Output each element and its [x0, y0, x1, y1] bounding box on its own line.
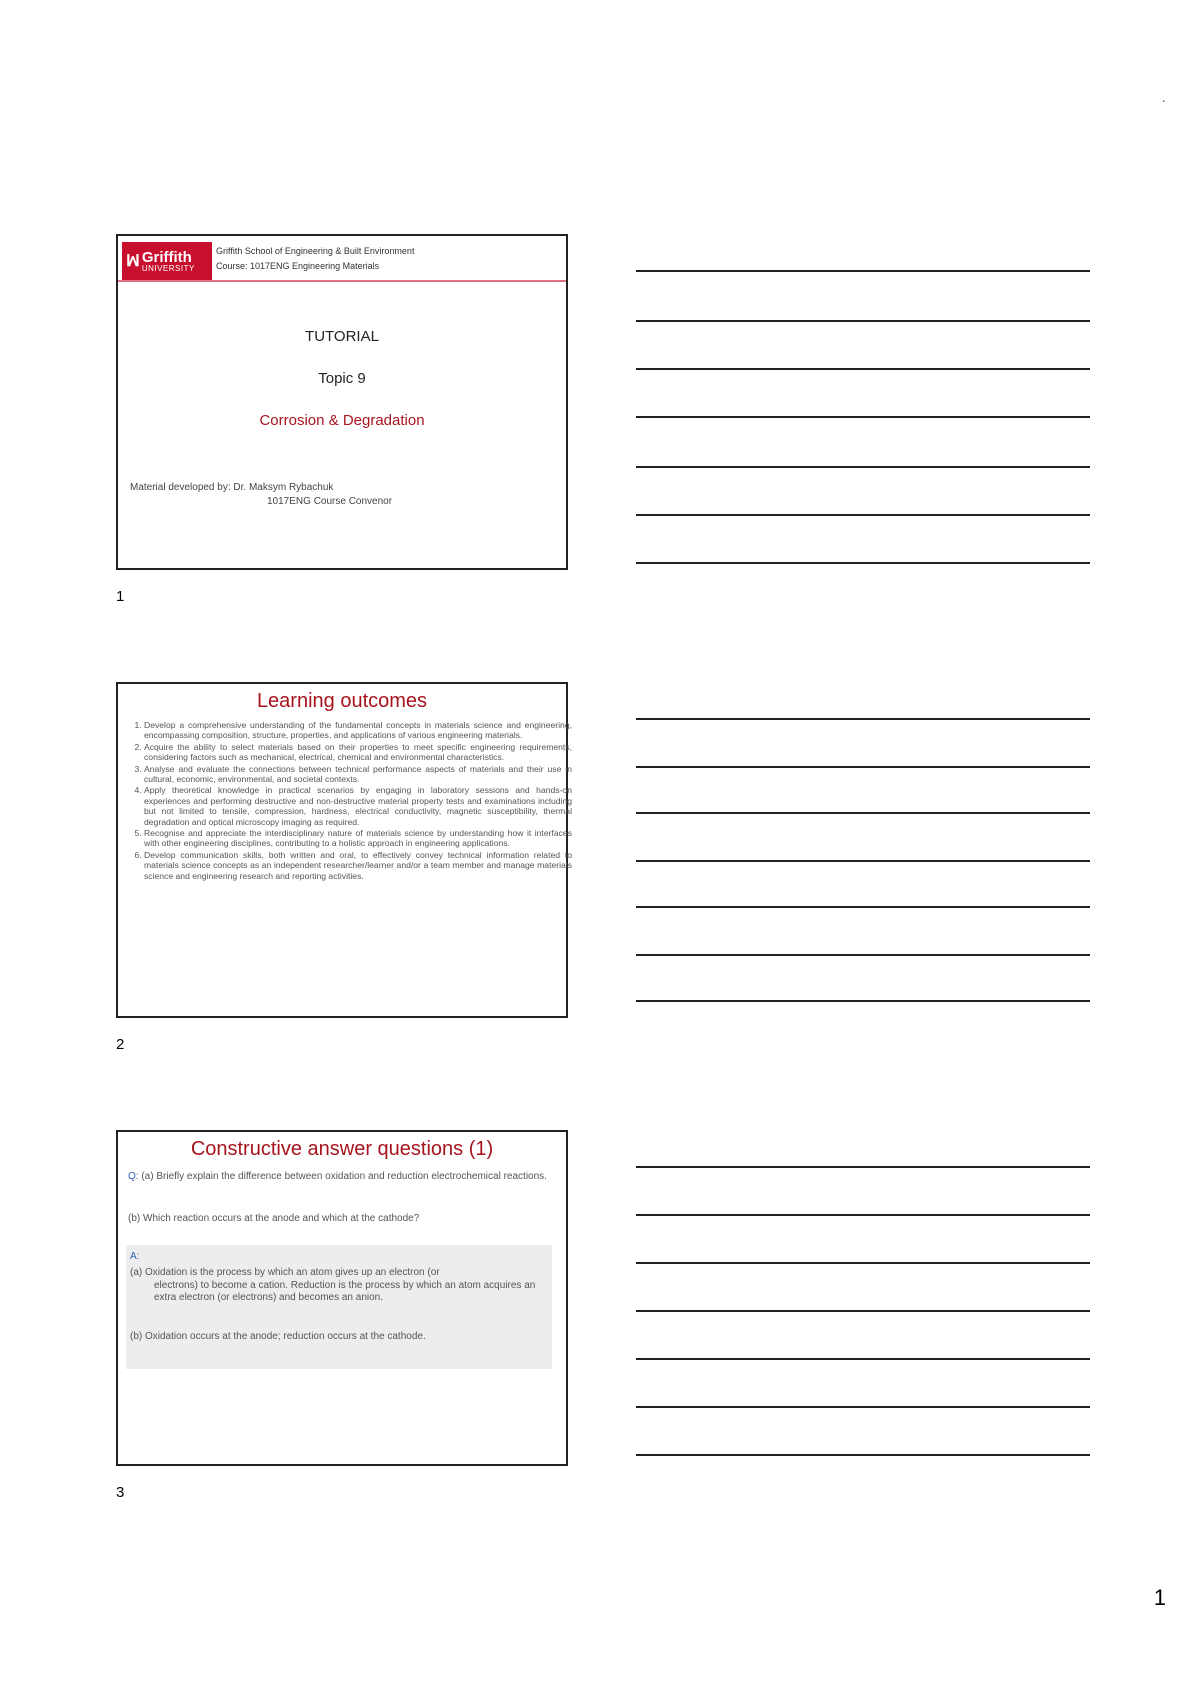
topic-heading: Topic 9: [318, 370, 366, 387]
answer-a-first-line: (a) Oxidation is the process by which an atom gives up an electron (or: [130, 1267, 440, 1278]
note-line: [636, 812, 1090, 814]
note-line: [636, 954, 1090, 956]
note-line: [636, 1166, 1090, 1168]
list-item: 5. Recognise and appreciate the interdisciplinary nature of materials science by understanding how it interfaces with other engineering disciplines, contributing to a holistic approach in engineering applications.: [144, 828, 572, 849]
slide-3: [116, 1130, 568, 1466]
note-line: [636, 766, 1090, 768]
tutorial-heading: TUTORIAL: [305, 328, 379, 345]
answer-box: [126, 1245, 552, 1369]
note-line: [636, 718, 1090, 720]
answer-part-b: (b) Oxidation occurs at the anode; reduction occurs at the cathode.: [130, 1331, 426, 1342]
header-divider: [118, 280, 566, 282]
note-line: [636, 1406, 1090, 1408]
slide-index-2: 2: [116, 1036, 125, 1053]
note-line: [636, 466, 1090, 468]
school-info: [216, 244, 414, 274]
note-line: [636, 860, 1090, 862]
answer-a-continuation: electrons) to become a cation. Reduction is the process by which an atom acquires an extra electron (or electrons) and becomes an anion.: [154, 1279, 536, 1303]
griffith-logo: [122, 242, 212, 280]
corner-mark: ·: [1161, 92, 1166, 108]
question-a-text: (a) Briefly explain the difference between oxidation and reduction electrochemical reactions.: [141, 1171, 547, 1182]
logo-name: Griffith: [141, 248, 192, 266]
list-item: 1. Develop a comprehensive understanding of the fundamental concepts in materials science and engineering, encompassing composition, structure, properties, and applications of various engineering materials.: [144, 720, 572, 741]
note-line: [636, 1262, 1090, 1264]
note-line: [636, 906, 1090, 908]
note-line: [636, 514, 1090, 516]
answer-label: A:: [130, 1251, 140, 1262]
credits-author: Material developed by: Dr. Maksym Rybachuk: [130, 482, 334, 493]
note-line: [636, 1310, 1090, 1312]
slide-title: Learning outcomes: [256, 690, 428, 712]
list-item: 6. Develop communication skills, both written and oral, to effectively convey technical information related to materials science concepts as an independent researcher/learner and/or a team member and manage materials science and engineering research and reporting activities.: [144, 850, 572, 881]
list-item: 2. Acquire the ability to select materials based on their properties to meet specific engineering requirements, considering factors such as mechanical, electrical, chemical and environmental characteristics.: [144, 742, 572, 763]
question-part-b: (b) Which reaction occurs at the anode and which at the cathode?: [128, 1213, 420, 1224]
note-line: [636, 368, 1090, 370]
note-line: [636, 1214, 1090, 1216]
logo-mark-icon: ꟽ: [126, 253, 139, 270]
note-line: [636, 320, 1090, 322]
slide-header: [118, 236, 566, 280]
school-name: Griffith School of Engineering & Built Environment: [216, 246, 415, 256]
note-line: [636, 562, 1090, 564]
slide-index-3: 3: [116, 1484, 125, 1501]
question-part-a: [128, 1170, 556, 1183]
question-label: Q:: [128, 1171, 139, 1182]
note-line: [636, 270, 1090, 272]
slide-index-1: 1: [116, 588, 125, 605]
subject-heading: Corrosion & Degradation: [259, 412, 425, 429]
slide-2: [116, 682, 572, 1018]
logo-subtitle: UNIVERSITY: [141, 263, 195, 273]
note-line: [636, 1000, 1090, 1002]
slide-title: Constructive answer questions (1): [190, 1138, 494, 1160]
note-line: [636, 1358, 1090, 1360]
course-name: Course: 1017ENG Engineering Materials: [216, 261, 380, 271]
list-item: 3. Analyse and evaluate the connections between technical performance aspects of materials and their use in cultural, economic, environmental, and societal contexts.: [144, 764, 572, 785]
note-line: [636, 416, 1090, 418]
page-number: 1: [1153, 1585, 1166, 1610]
list-item: 4. Apply theoretical knowledge in practical scenarios by engaging in laboratory sessions and hands-on experiences and performing destructive and non-destructive material property tests and examinations including but not limited to tensile, compression, hardness, electrical conductivity, magnetic susceptibility, thermal degradation and optical microscopy imaging as required.: [144, 785, 572, 827]
credits: [130, 481, 392, 509]
note-line: [636, 1454, 1090, 1456]
credits-role: 1017ENG Course Convenor: [267, 496, 393, 507]
learning-outcomes-list: [126, 720, 572, 882]
answer-part-a: [130, 1267, 540, 1305]
slide-1: [116, 234, 568, 570]
